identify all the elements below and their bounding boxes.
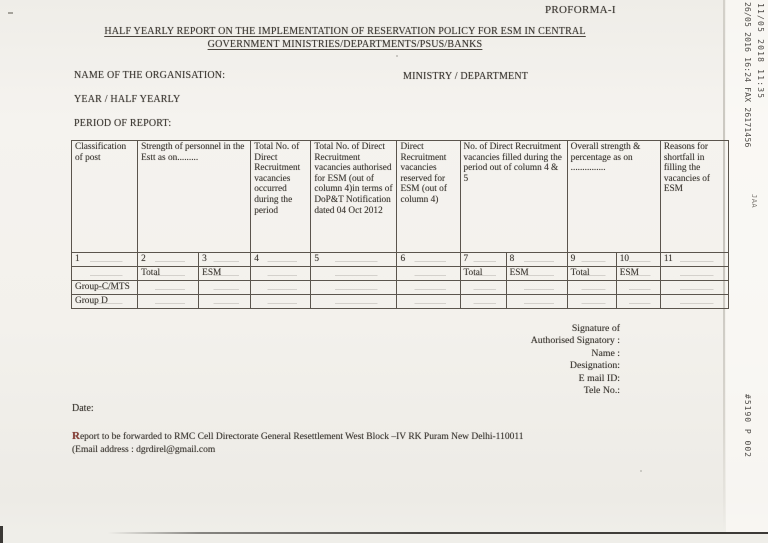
year-field-label: YEAR / HALF YEARLY — [74, 94, 181, 105]
col-number: 9 — [567, 253, 616, 267]
scan-noise — [640, 470, 642, 472]
empty-cell — [199, 295, 251, 309]
subheader-row — [72, 267, 729, 281]
subheader-total: Total — [567, 267, 616, 281]
signature-line: Authorised Signatory : — [530, 335, 620, 347]
empty-cell — [506, 295, 567, 309]
empty-cell — [460, 281, 506, 295]
date-label: Date: — [72, 403, 94, 414]
subheader-total: Total — [138, 267, 199, 281]
empty-cell — [567, 295, 616, 309]
col-number: 1 — [72, 253, 138, 267]
row-label: Group D — [72, 295, 138, 309]
col-number: 3 — [199, 253, 251, 267]
scan-bottom-strip — [0, 534, 768, 543]
empty-cell — [251, 267, 311, 281]
empty-cell — [311, 281, 397, 295]
subheader-esm: ESM — [199, 267, 251, 281]
empty-cell — [397, 295, 460, 309]
col-number: 7 — [460, 253, 506, 267]
col-number: 8 — [506, 253, 567, 267]
empty-cell — [660, 281, 728, 295]
signature-line: Tele No.: — [583, 385, 620, 397]
header-dr-vacancies-occurred: Total No. of Direct Recruitment vacancies occurred during the period — [251, 141, 311, 253]
header-strength: Strength of personnel in the Estt as on......... — [138, 141, 251, 253]
forwarding-note-line1: Report to be forwarded to RMC Cell Directorate General Resettlement West Block –IV RK Puram New Delhi-110011 — [72, 430, 524, 442]
scan-bottom-edge-line — [0, 532, 768, 534]
scan-noise — [396, 55, 398, 57]
header-dr-vacancies-filled: No. of Direct Recruitment vacancies filled during the period out of column 4 & 5 — [460, 141, 567, 253]
empty-cell — [397, 267, 460, 281]
table-header-row — [72, 141, 729, 253]
organisation-field-label: NAME OF THE ORGANISATION: — [74, 70, 226, 81]
empty-cell — [72, 267, 138, 281]
col-number: 2 — [138, 253, 199, 267]
empty-cell — [311, 267, 397, 281]
col-number: 4 — [251, 253, 311, 267]
col-number: 5 — [311, 253, 397, 267]
ministry-field-label: MINISTRY / DEPARTMENT — [403, 71, 529, 82]
signature-block — [531, 323, 620, 397]
signature-line: Signature of — [571, 323, 620, 334]
col-number: 6 — [397, 253, 460, 267]
table-row-group-d — [72, 295, 729, 309]
forwarding-note-line2: (Email address : dgrdirel@gmail.com — [72, 445, 216, 455]
header-reasons-shortfall: Reasons for shortfall in filling the vacancies of ESM — [660, 141, 728, 253]
header-dr-vacancies-reserved: Direct Recruitment vacancies reserved for ESM (out of column 4) — [397, 141, 460, 253]
fax-sender-stamp: 26/05 2016 16:24 FAX 26171456 — [743, 2, 752, 148]
empty-cell — [199, 281, 251, 295]
header-overall-strength: Overall strength & percentage as on ............... — [567, 141, 660, 253]
subheader-esm: ESM — [616, 267, 660, 281]
empty-cell — [460, 295, 506, 309]
empty-cell — [567, 281, 616, 295]
empty-cell — [138, 281, 199, 295]
empty-cell — [138, 295, 199, 309]
header-classification: Classification of post — [72, 141, 138, 253]
empty-cell — [616, 295, 660, 309]
empty-cell — [397, 281, 460, 295]
empty-cell — [506, 281, 567, 295]
fax-page-number: #5190 P 002 — [743, 394, 752, 458]
subheader-esm: ESM — [506, 267, 567, 281]
proforma-label: PROFORMA-I — [545, 4, 616, 16]
page-title-line1: HALF YEARLY REPORT ON THE IMPLEMENTATION OF RESERVATION POLICY FOR ESM IN CENTRAL — [104, 26, 586, 37]
row-label: Group-C/MTS — [72, 281, 138, 295]
empty-cell — [660, 267, 728, 281]
signature-line: E mail ID: — [578, 372, 620, 384]
col-number: 11 — [660, 253, 728, 267]
page-title — [85, 26, 605, 51]
signature-line: Name : — [591, 347, 620, 359]
header-dr-vacancies-authorised: Total No. of Direct Recruitment vacancies authorised for ESM (out of column 4)in terms of DoP&T Notification dated 04 Oct 2012 — [311, 141, 397, 253]
fax-side-mark: JAA — [750, 194, 758, 209]
report-table — [71, 140, 729, 309]
table-row-group-c-mts — [72, 281, 729, 295]
empty-cell — [251, 281, 311, 295]
scan-noise — [8, 12, 13, 14]
empty-cell — [311, 295, 397, 309]
fax-received-stamp: 11/05 2018 11:35 — [756, 3, 765, 100]
period-field-label: PERIOD OF REPORT: — [74, 118, 172, 129]
forwarding-note — [72, 430, 672, 457]
scan-left-tick — [0, 526, 3, 543]
signature-line: Designation: — [569, 360, 620, 372]
column-number-row — [72, 253, 729, 267]
page-title-line2: GOVERNMENT MINISTRIES/DEPARTMENTS/PSUS/BANKS — [207, 38, 483, 50]
empty-cell — [660, 295, 728, 309]
empty-cell — [251, 295, 311, 309]
empty-cell — [616, 281, 660, 295]
col-number: 10 — [616, 253, 660, 267]
subheader-total: Total — [460, 267, 506, 281]
